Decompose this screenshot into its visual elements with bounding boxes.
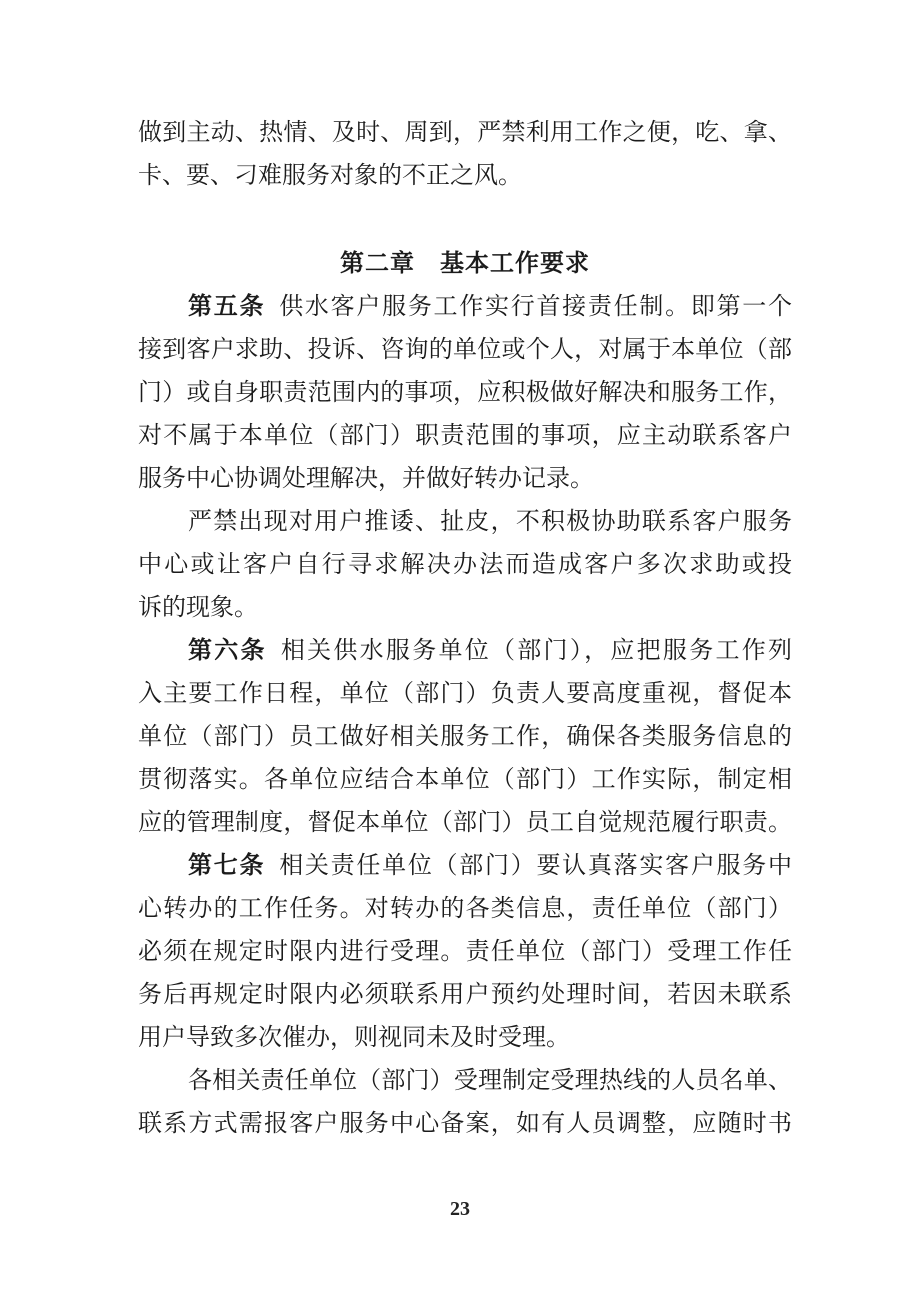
line-text: 联系方式需报客户服务中心备案，如有人员调整，应随时书 [138, 1111, 792, 1137]
line-text: 相关供水服务单位（部门），应把服务工作列 [280, 638, 793, 664]
line-text: 心转办的工作任务。对转办的各类信息，责任单位（部门） [138, 896, 792, 922]
text-line [138, 329, 792, 372]
text-line [138, 1103, 792, 1146]
line-text: 服务中心协调处理解决，并做好转办记录。 [138, 466, 594, 492]
line-text: 应的管理制度，督促本单位（部门）员工自觉规范履行职责。 [138, 810, 792, 836]
text-line [138, 372, 792, 415]
line-text: 贯彻落实。各单位应结合本单位（部门）工作实际，制定相 [138, 767, 792, 793]
text-line [138, 155, 792, 198]
text-line [138, 759, 792, 802]
text-line [138, 587, 792, 630]
line-text: 接到客户求助、投诉、咨询的单位或个人，对属于本单位（部 [138, 337, 792, 363]
line-text: 务后再规定时限内必须联系用户预约处理时间，若因未联系 [138, 982, 792, 1008]
chapter-heading [138, 243, 792, 286]
line-text: 各相关责任单位（部门）受理制定受理热线的人员名单、 [188, 1068, 792, 1094]
text-line [138, 716, 792, 759]
document-body [138, 112, 792, 1146]
page-number: 23 [450, 1198, 470, 1220]
text-line [138, 845, 792, 888]
article-number: 第七条 [188, 853, 266, 879]
text-line [138, 630, 792, 673]
text-line [138, 458, 792, 501]
text-line [138, 415, 792, 458]
line-text: 单位（部门）员工做好相关服务工作，确保各类服务信息的 [138, 724, 792, 750]
line-text: 对不属于本单位（部门）职责范围的事项，应主动联系客户 [138, 423, 792, 449]
text-line [138, 931, 792, 974]
line-text: 卡、要、刁难服务对象的不正之风。 [138, 163, 522, 189]
article-number: 第五条 [188, 294, 266, 320]
text-line [138, 974, 792, 1017]
line-text: 中心或让客户自行寻求解决办法而造成客户多次求助或投 [138, 552, 792, 578]
text-line [138, 673, 792, 716]
text-line [138, 888, 792, 931]
line-text: 必须在规定时限内进行受理。责任单位（部门）受理工作任 [138, 939, 792, 965]
text-line [138, 1060, 792, 1103]
article-number: 第六条 [188, 638, 267, 664]
line-text: 用户导致多次催办，则视同未及时受理。 [138, 1025, 570, 1051]
line-text: 诉的现象。 [138, 595, 258, 621]
line-text: 门）或自身职责范围内的事项，应积极做好解决和服务工作， [138, 380, 792, 406]
line-text: 供水客户服务工作实行首接责任制。即第一个 [279, 294, 793, 320]
text-line [138, 802, 792, 845]
text-line [138, 112, 792, 155]
line-text: 相关责任单位（部门）要认真落实客户服务中 [279, 853, 793, 879]
line-text: 严禁出现对用户推诿、扯皮，不积极协助联系客户服务 [188, 509, 792, 535]
line-text: 入主要工作日程，单位（部门）负责人要高度重视，督促本 [138, 681, 792, 707]
line-text: 第二章 基本工作要求 [340, 251, 590, 277]
text-line [138, 544, 792, 587]
line-text: 做到主动、热情、及时、周到，严禁利用工作之便，吃、拿、 [138, 120, 792, 146]
text-line [138, 501, 792, 544]
text-line [138, 1017, 792, 1060]
text-line [138, 286, 792, 329]
